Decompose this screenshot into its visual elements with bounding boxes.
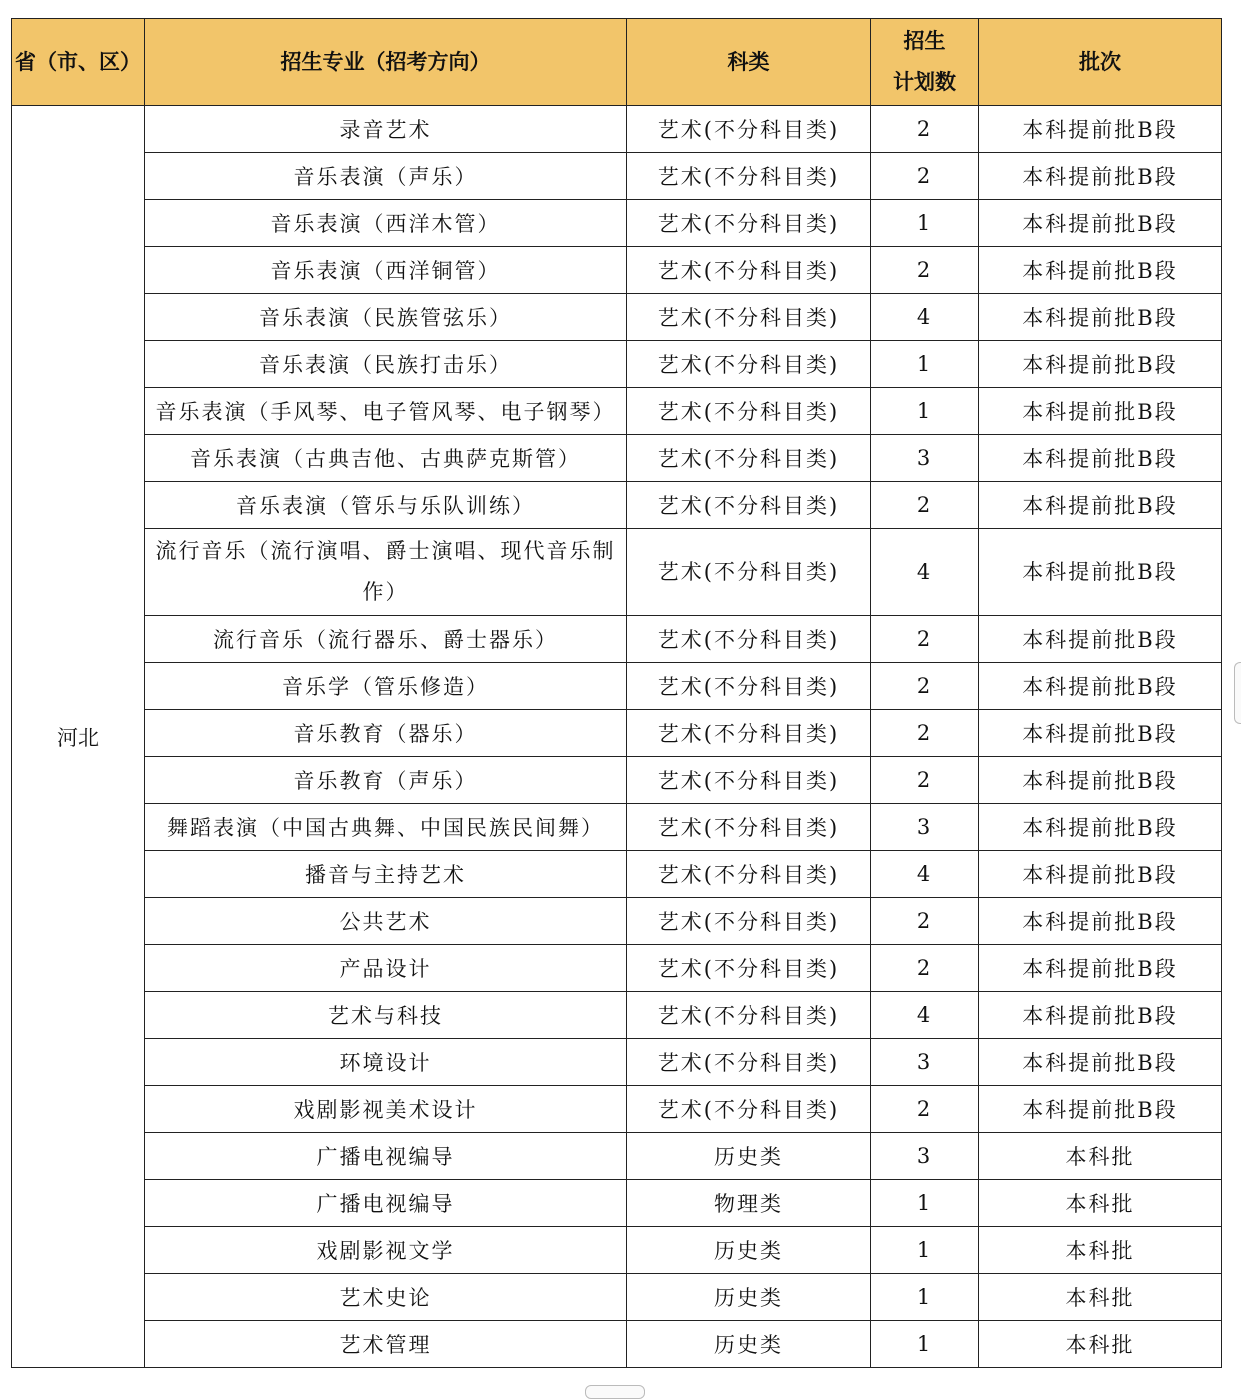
plan-cell: 1 — [871, 1274, 979, 1321]
category-cell: 艺术(不分科目类) — [627, 153, 871, 200]
batch-cell: 本科批 — [979, 1227, 1222, 1274]
table-row — [12, 106, 1222, 153]
batch-cell: 本科提前批B段 — [979, 529, 1222, 616]
batch-cell: 本科提前批B段 — [979, 945, 1222, 992]
plan-cell: 1 — [871, 341, 979, 388]
category-cell: 历史类 — [627, 1274, 871, 1321]
table-row — [12, 341, 1222, 388]
major-cell: 音乐学（管乐修造） — [145, 663, 627, 710]
header-plan — [871, 19, 979, 106]
plan-cell: 1 — [871, 1227, 979, 1274]
table-row — [12, 1227, 1222, 1274]
batch-cell: 本科提前批B段 — [979, 757, 1222, 804]
header-batch: 批次 — [979, 19, 1222, 106]
category-cell: 艺术(不分科目类) — [627, 898, 871, 945]
table-row — [12, 757, 1222, 804]
table-row — [12, 710, 1222, 757]
table-row — [12, 482, 1222, 529]
batch-cell: 本科提前批B段 — [979, 482, 1222, 529]
plan-cell: 4 — [871, 992, 979, 1039]
table-row — [12, 1274, 1222, 1321]
plan-cell: 2 — [871, 153, 979, 200]
major-cell: 艺术管理 — [145, 1321, 627, 1368]
major-cell: 戏剧影视文学 — [145, 1227, 627, 1274]
major-cell: 音乐表演（民族打击乐） — [145, 341, 627, 388]
scroll-handle[interactable] — [1234, 662, 1241, 724]
table-row — [12, 1321, 1222, 1368]
plan-cell: 2 — [871, 663, 979, 710]
batch-cell: 本科提前批B段 — [979, 435, 1222, 482]
batch-cell: 本科提前批B段 — [979, 804, 1222, 851]
batch-cell: 本科提前批B段 — [979, 898, 1222, 945]
table-row — [12, 1039, 1222, 1086]
plan-cell: 3 — [871, 435, 979, 482]
plan-cell: 2 — [871, 616, 979, 663]
plan-cell: 1 — [871, 1180, 979, 1227]
category-cell: 艺术(不分科目类) — [627, 1086, 871, 1133]
header-plan-line2: 计划数 — [893, 70, 956, 94]
plan-cell: 2 — [871, 106, 979, 153]
batch-cell: 本科提前批B段 — [979, 616, 1222, 663]
plan-cell: 3 — [871, 1133, 979, 1180]
plan-cell: 4 — [871, 294, 979, 341]
category-cell: 艺术(不分科目类) — [627, 200, 871, 247]
plan-cell: 3 — [871, 804, 979, 851]
category-cell: 艺术(不分科目类) — [627, 388, 871, 435]
category-cell: 艺术(不分科目类) — [627, 341, 871, 388]
batch-cell: 本科批 — [979, 1133, 1222, 1180]
plan-cell: 2 — [871, 710, 979, 757]
plan-cell: 2 — [871, 482, 979, 529]
major-cell: 流行音乐（流行演唱、爵士演唱、现代音乐制作） — [145, 529, 627, 616]
major-cell: 艺术史论 — [145, 1274, 627, 1321]
batch-cell: 本科提前批B段 — [979, 851, 1222, 898]
table-row — [12, 388, 1222, 435]
header-major: 招生专业（招考方向） — [145, 19, 627, 106]
batch-cell: 本科提前批B段 — [979, 200, 1222, 247]
batch-cell: 本科提前批B段 — [979, 247, 1222, 294]
plan-cell: 2 — [871, 757, 979, 804]
major-cell: 戏剧影视美术设计 — [145, 1086, 627, 1133]
major-cell: 录音艺术 — [145, 106, 627, 153]
header-plan-line1: 招生 — [903, 29, 946, 53]
major-cell: 音乐表演（手风琴、电子管风琴、电子钢琴） — [145, 388, 627, 435]
category-cell: 艺术(不分科目类) — [627, 435, 871, 482]
category-cell: 艺术(不分科目类) — [627, 247, 871, 294]
table-row — [12, 804, 1222, 851]
plan-cell: 2 — [871, 247, 979, 294]
category-cell: 艺术(不分科目类) — [627, 663, 871, 710]
plan-cell: 4 — [871, 529, 979, 616]
table-row — [12, 200, 1222, 247]
major-cell: 音乐表演（古典吉他、古典萨克斯管） — [145, 435, 627, 482]
major-cell: 音乐表演（西洋木管） — [145, 200, 627, 247]
plan-cell: 1 — [871, 200, 979, 247]
bottom-tab[interactable] — [585, 1385, 645, 1399]
category-cell: 艺术(不分科目类) — [627, 992, 871, 1039]
plan-cell: 2 — [871, 945, 979, 992]
major-cell: 音乐表演（西洋铜管） — [145, 247, 627, 294]
major-cell: 音乐表演（声乐） — [145, 153, 627, 200]
batch-cell: 本科提前批B段 — [979, 294, 1222, 341]
table-row — [12, 153, 1222, 200]
category-cell: 艺术(不分科目类) — [627, 804, 871, 851]
table-row — [12, 663, 1222, 710]
major-cell: 音乐教育（声乐） — [145, 757, 627, 804]
major-cell: 广播电视编导 — [145, 1180, 627, 1227]
batch-cell: 本科批 — [979, 1321, 1222, 1368]
header-category: 科类 — [627, 19, 871, 106]
table-row — [12, 1133, 1222, 1180]
major-cell: 广播电视编导 — [145, 1133, 627, 1180]
major-cell: 音乐表演（民族管弦乐） — [145, 294, 627, 341]
plan-cell: 1 — [871, 1321, 979, 1368]
table-row — [12, 1086, 1222, 1133]
batch-cell: 本科批 — [979, 1180, 1222, 1227]
plan-cell: 3 — [871, 1039, 979, 1086]
table-row — [12, 435, 1222, 482]
category-cell: 艺术(不分科目类) — [627, 529, 871, 616]
category-cell: 艺术(不分科目类) — [627, 1039, 871, 1086]
province-cell: 河北 — [12, 106, 145, 1368]
table-row — [12, 247, 1222, 294]
category-cell: 艺术(不分科目类) — [627, 482, 871, 529]
category-cell: 艺术(不分科目类) — [627, 106, 871, 153]
major-cell: 环境设计 — [145, 1039, 627, 1086]
category-cell: 艺术(不分科目类) — [627, 710, 871, 757]
major-cell: 音乐教育（器乐） — [145, 710, 627, 757]
plan-cell: 4 — [871, 851, 979, 898]
batch-cell: 本科提前批B段 — [979, 341, 1222, 388]
header-row — [12, 19, 1222, 106]
batch-cell: 本科提前批B段 — [979, 388, 1222, 435]
batch-cell: 本科提前批B段 — [979, 710, 1222, 757]
major-cell: 播音与主持艺术 — [145, 851, 627, 898]
batch-cell: 本科提前批B段 — [979, 153, 1222, 200]
table-row — [12, 898, 1222, 945]
batch-cell: 本科提前批B段 — [979, 106, 1222, 153]
batch-cell: 本科批 — [979, 1274, 1222, 1321]
category-cell: 历史类 — [627, 1321, 871, 1368]
batch-cell: 本科提前批B段 — [979, 1039, 1222, 1086]
major-cell: 艺术与科技 — [145, 992, 627, 1039]
table-row — [12, 1180, 1222, 1227]
batch-cell: 本科提前批B段 — [979, 992, 1222, 1039]
batch-cell: 本科提前批B段 — [979, 663, 1222, 710]
major-cell: 产品设计 — [145, 945, 627, 992]
table-row — [12, 945, 1222, 992]
category-cell: 艺术(不分科目类) — [627, 294, 871, 341]
table-row — [12, 992, 1222, 1039]
category-cell: 历史类 — [627, 1227, 871, 1274]
category-cell: 艺术(不分科目类) — [627, 851, 871, 898]
table-row — [12, 529, 1222, 616]
table-row — [12, 616, 1222, 663]
category-cell: 历史类 — [627, 1133, 871, 1180]
category-cell: 艺术(不分科目类) — [627, 945, 871, 992]
major-cell: 公共艺术 — [145, 898, 627, 945]
plan-cell: 2 — [871, 898, 979, 945]
major-cell: 流行音乐（流行器乐、爵士器乐） — [145, 616, 627, 663]
batch-cell: 本科提前批B段 — [979, 1086, 1222, 1133]
plan-cell: 1 — [871, 388, 979, 435]
table-row — [12, 851, 1222, 898]
category-cell: 艺术(不分科目类) — [627, 616, 871, 663]
major-cell: 舞蹈表演（中国古典舞、中国民族民间舞） — [145, 804, 627, 851]
enrollment-table — [11, 18, 1222, 1368]
plan-cell: 2 — [871, 1086, 979, 1133]
category-cell: 物理类 — [627, 1180, 871, 1227]
category-cell: 艺术(不分科目类) — [627, 757, 871, 804]
header-province: 省（市、区） — [12, 19, 145, 106]
table-row — [12, 294, 1222, 341]
major-cell: 音乐表演（管乐与乐队训练） — [145, 482, 627, 529]
